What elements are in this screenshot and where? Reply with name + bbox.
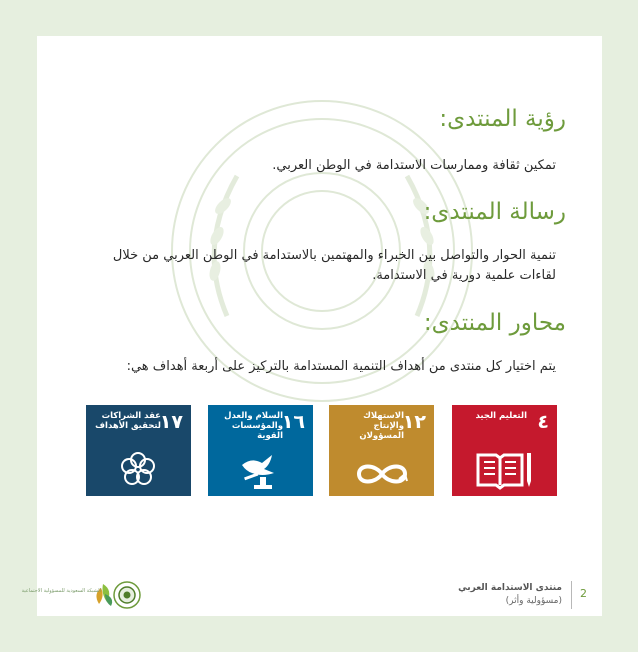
themes-text: يتم اختيار كل منتدى من أهداف التنمية المستدامة بالتركيز على أربعة أهداف هي: [126,359,556,374]
sdg-tile-16 [208,405,313,496]
sdg-number: ١٧ [159,411,183,433]
footer-forum-title: منتدى الاستدامة العربي [458,583,562,593]
footer-divider [571,581,572,609]
sdg-number: ١٢ [402,411,426,433]
themes-heading: محاور المنتدى: [423,310,566,336]
mission-text: تنمية الحوار والتواصل بين الخبراء والمهتمين بالاستدامة في الوطن العربي من خلال لقاءات علمية دورية في الاستدامة. [112,248,556,283]
vision-heading: رؤية المنتدى: [439,106,566,132]
document-page [21,36,602,616]
book-pencil-icon [474,449,534,491]
sdg-label: عقد الشراكات لتحقيق الأهداف [95,411,161,431]
sdg-goals-row [86,405,557,497]
partner-logo-text: الشبكة السعودية للمسؤولية الاجتماعية [21,588,101,594]
sdg-label: السلام والعدل والمؤسسات القوية [224,411,283,441]
partner-logo [21,580,117,614]
mission-heading: رسالة المنتدى: [423,199,566,225]
infinity-loop-icon [353,461,411,487]
vision-text: تمكين ثقافة وممارسات الاستدامة في الوطن العربي. [272,158,556,173]
sdg-tile-12 [329,405,434,496]
sdg-label: الاستهلاك والإنتاج المسؤولان [359,411,404,441]
footer-forum-subtitle: (مسؤولية وأثر) [505,596,562,606]
saudi-csr-network-logo-icon [21,580,117,610]
sdg-tile-4 [452,405,557,496]
dove-gavel-icon [238,451,284,491]
page-number: 2 [580,587,587,600]
sdg-number: ١٦ [281,411,305,433]
league-emblem-icon [113,581,141,609]
flower-rings-icon [118,449,158,489]
sdg-number: ٤ [537,411,549,433]
sdg-label: التعليم الجيد [475,411,527,421]
sdg-tile-17 [86,405,191,496]
